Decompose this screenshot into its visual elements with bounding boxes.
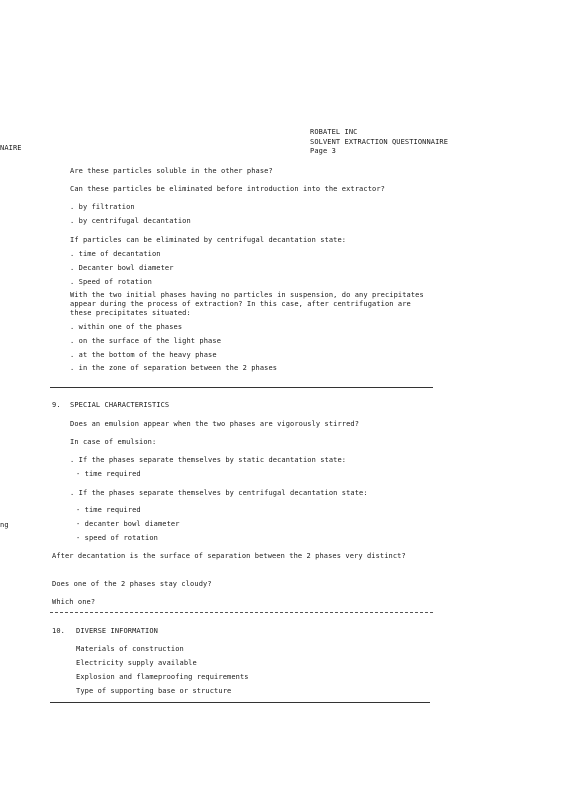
section-9-title: SPECIAL CHARACTERISTICS [70, 401, 170, 409]
precipitates-question-line1: With the two initial phases having no particles in suspension, do any precipitates [70, 291, 424, 299]
option-filtration: . by filtration [70, 203, 135, 211]
item-supporting-base: Type of supporting base or structure [76, 687, 232, 695]
question-which-one: Which one? [52, 598, 96, 606]
section-divider [50, 612, 433, 613]
page-number: Page 3 [310, 147, 336, 155]
document-title: SOLVENT EXTRACTION QUESTIONNAIRE [310, 138, 449, 146]
cut-off-text-top: NAIRE [0, 144, 22, 152]
question-emulsion: Does an emulsion appear when the two phases are vigorously stirred? [70, 420, 360, 428]
item-speed-of-rotation: . Speed of rotation [70, 278, 152, 286]
section-divider [50, 387, 433, 388]
section-divider [50, 702, 430, 703]
location-separation-zone: . in the zone of separation between the 2 phases [70, 364, 278, 372]
question-particles-eliminated: Can these particles be eliminated before introduction into the extractor? [70, 185, 385, 193]
static-decantation-state: . If the phases separate themselves by static decantation state: [70, 456, 347, 464]
static-time-required: - time required [76, 470, 141, 478]
question-phase-cloudy: Does one of the 2 phases stay cloudy? [52, 580, 212, 588]
item-time-of-decantation: . time of decantation [70, 250, 161, 258]
item-materials-of-construction: Materials of construction [76, 645, 184, 653]
section-9-number: 9. [52, 401, 61, 409]
location-bottom-heavy-phase: . at the bottom of the heavy phase [70, 351, 217, 359]
location-surface-light-phase: . on the surface of the light phase [70, 337, 222, 345]
location-within-phases: . within one of the phases [70, 323, 183, 331]
section-10-title: DIVERSE INFORMATION [76, 627, 158, 635]
centrifugal-bowl-diameter: - decanter bowl diameter [76, 520, 180, 528]
item-electricity-supply: Electricity supply available [76, 659, 197, 667]
if-centrifugal-state: If particles can be eliminated by centrifugal decantation state: [70, 236, 347, 244]
precipitates-question-line2: appear during the process of extraction? In this case, after centrifugation are [70, 300, 411, 308]
option-centrifugal-decantation: . by centrifugal decantation [70, 217, 191, 225]
cut-off-text-mid: ng [0, 521, 9, 529]
question-separation-distinct: After decantation is the surface of separation between the 2 phases very distinct? [52, 552, 406, 560]
question-particles-soluble: Are these particles soluble in the other phase? [70, 167, 273, 175]
item-explosion-flameproofing: Explosion and flameproofing requirements [76, 673, 249, 681]
company-name: ROBATEL INC [310, 128, 358, 136]
in-case-of-emulsion: In case of emulsion: [70, 438, 157, 446]
centrifugal-time-required: - time required [76, 506, 141, 514]
section-10-number: 10. [52, 627, 65, 635]
item-decanter-bowl-diameter: . Decanter bowl diameter [70, 264, 174, 272]
precipitates-question-line3: these precipitates situated: [70, 309, 191, 317]
centrifugal-decantation-state: . If the phases separate themselves by centrifugal decantation state: [70, 489, 368, 497]
centrifugal-speed-of-rotation: - speed of rotation [76, 534, 158, 542]
